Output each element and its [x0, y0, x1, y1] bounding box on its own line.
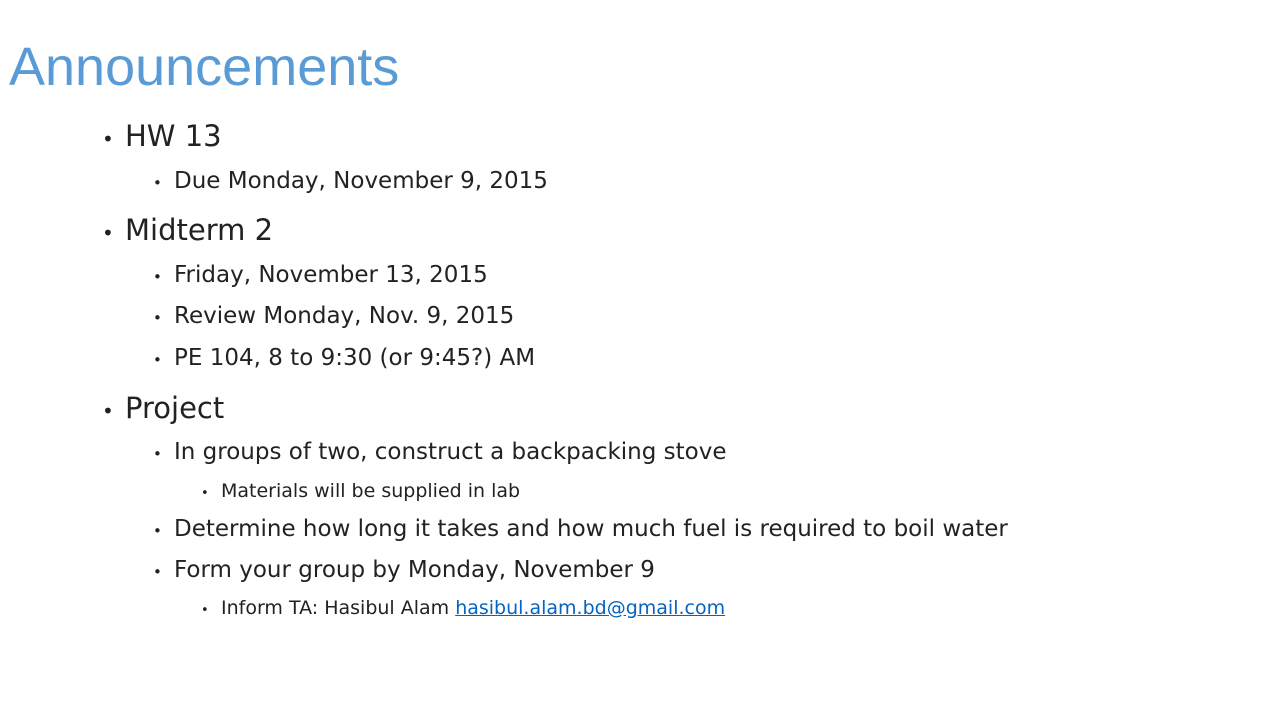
bullet-text: PE 104, 8 to 9:30 (or 9:45?) AM — [174, 345, 536, 371]
bullet-icon: • — [102, 221, 114, 245]
bullet-midterm-review — [153, 301, 514, 333]
bullet-icon: • — [153, 309, 162, 327]
bullet-hw13 — [102, 118, 222, 157]
bullet-icon: • — [102, 127, 114, 151]
bullet-icon: • — [201, 603, 209, 618]
bullet-text: Midterm 2 — [125, 213, 274, 247]
bullet-project-groups — [153, 437, 727, 469]
bullet-icon: • — [153, 268, 162, 286]
bullet-icon: • — [153, 445, 162, 463]
bullet-hw13-due — [153, 166, 548, 198]
bullet-icon: • — [102, 399, 114, 423]
bullet-icon: • — [153, 563, 162, 581]
bullet-icon: • — [153, 522, 162, 540]
bullet-text: Friday, November 13, 2015 — [174, 262, 488, 288]
bullet-text: Due Monday, November 9, 2015 — [174, 168, 548, 194]
slide-title: Announcements — [9, 37, 400, 97]
bullet-text: HW 13 — [125, 119, 222, 153]
bullet-text: In groups of two, construct a backpacking stove — [174, 439, 727, 465]
ta-email-link[interactable]: hasibul.alam.bd@gmail.com — [455, 597, 726, 619]
bullet-midterm-location — [153, 343, 535, 375]
bullet-text: Inform TA: Hasibul Alam — [221, 597, 450, 619]
bullet-text: Form your group by Monday, November 9 — [174, 557, 655, 583]
bullet-project-form-group — [153, 555, 655, 587]
bullet-icon: • — [201, 486, 209, 501]
bullet-text: Review Monday, Nov. 9, 2015 — [174, 303, 515, 329]
bullet-midterm2 — [102, 212, 273, 251]
bullet-icon: • — [153, 174, 162, 192]
bullet-text: Project — [125, 391, 225, 425]
bullet-project — [102, 390, 224, 429]
bullet-project-determine — [153, 514, 1008, 546]
bullet-text: Materials will be supplied in lab — [221, 480, 521, 502]
bullet-project-materials — [201, 478, 520, 507]
bullet-text: Determine how long it takes and how much fuel is required to boil water — [174, 516, 1008, 542]
bullet-midterm-date — [153, 260, 488, 292]
bullet-icon: • — [153, 351, 162, 369]
bullet-project-inform-ta — [201, 595, 725, 624]
